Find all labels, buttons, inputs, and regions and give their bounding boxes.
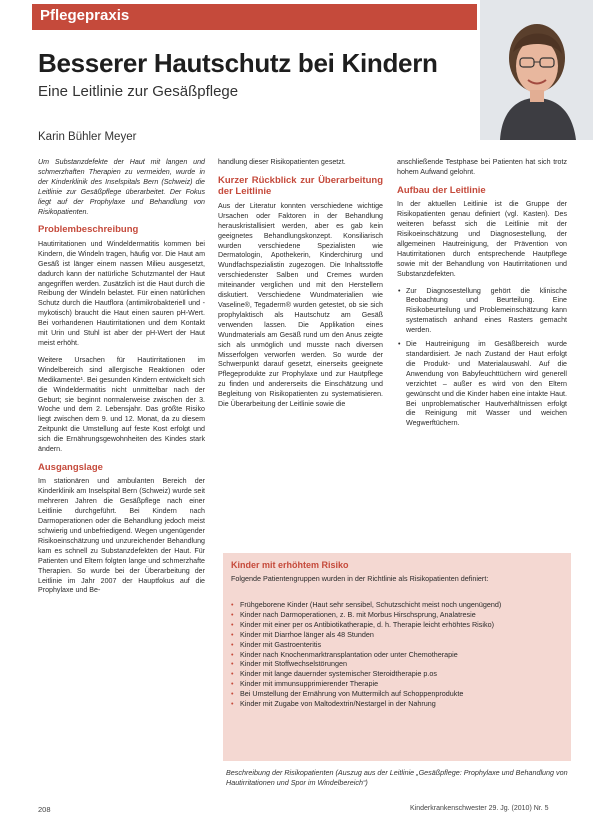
- article-author: Karin Bühler Meyer: [38, 131, 137, 143]
- box-caption: Beschreibung der Risikopatienten (Auszug aus der Leitlinie „Gesäßpflege: Prophylaxe und Behandlung von Hautirritationen und Spor im Windelbereich“): [226, 768, 568, 787]
- column-1: [38, 158, 205, 603]
- list-item: • Kinder mit Stoffwechselstörungen: [231, 659, 565, 669]
- rubric-label: Pflegepraxis: [40, 7, 130, 24]
- paragraph: Hautirritationen und Windeldermatitis kommen bei Kindern, die Windeln tragen, häufig vor. Die Haut am Gesäß ist länger einem nassen Milieu ausgesetzt, dadurch kann der natürliche Schutzmantel der Haut angegriffen werden. Zusätzlich ist die Haut durch die Reibung der Windeln belastet. Für einen natürlichen Schutz durch die Hautflora (antimikrobakteriell und -mykotisch) braucht die Haut einen sauren pH-Wert. Bei vorhandenen Hautirritationen und dem Kontakt mit Urin und Stuhl ist aber der pH-Wert der Haut meist erhöht.: [38, 239, 205, 347]
- column-2: [218, 158, 383, 417]
- list-item: • Frühgeborene Kinder (Haut sehr sensibel, Schutzschicht meist noch ungenügend): [231, 600, 565, 610]
- section-rubric: [32, 4, 477, 30]
- list-item: • Kinder mit Zugabe von Maltodextrin/Nestargel in der Nahrung: [231, 699, 565, 709]
- intro-paragraph: Um Substanzdefekte der Haut mit langen und schmerzhaften Therapien zu vermeiden, wurde in der Kinderklinik des Inselspitals Bern (Schweiz) die Leitlinie zur Gesäßpflege überarbeitet. Der Fokus liegt auf der Prophylaxe und Behandlung von Risikopatienten.: [38, 158, 205, 216]
- heading-aufbau: Aufbau der Leitlinie: [397, 184, 486, 196]
- column-3: [397, 158, 567, 433]
- list-item: • Die Hautreinigung im Gesäßbereich wurde standardisiert. Je nach Zustand der Haut erfolgt die Produkt- und Materialauswahl. Auf die Anwendung von Babyfeuchttüchern wird generell verzichtet – außer es wird von den Eltern gewünscht und die Kinder haben eine intakte Haut. Bei unproblematischer Hautverhältnissen erfolgt die Reinigung mit Wasser und weichen Wegwerftüchern.: [406, 340, 567, 429]
- paragraph: In der aktuellen Leitlinie ist die Gruppe der Risikopatienten genau definiert (vgl. Kasten). Des weiteren befasst sich die Leitlinie mit der Risikoeinschätzung und Diagnosestellung, der allgemeinen Hautreinigung, der Prävention von Hautirritationen durch entsprechende Hautpflege sowie mit der Behandlung von Hautirritationen und Substanzdefekten.: [397, 200, 567, 278]
- paragraph: Im stationären und ambulanten Bereich der Kinderklinik am Inselspital Bern (Schweiz) wurde seit mehreren Jahren die Gesäßpflege nach einer Leitlinie durchgeführt. Bei Kindern nach Darmoperationen oder die Behandlung jedoch meist schwierig und unbefriedigend. Wegen ungenügender Risikoeinschätzung und unzureichender Behandlung kam es schnell zu Substanzdefekten der Haut. Für Patienten und Eltern folgten lange und schmerzhafte Therapien. So wurde bei der Überarbeitung der Leitlinie im Jahr 2007 der Hauptfokus auf die Prophylaxe und Be-: [38, 477, 205, 595]
- portrait-image: [480, 0, 593, 140]
- list-item: • Kinder mit Gastroenteritis: [231, 640, 565, 650]
- list-item: • Zur Diagnosestellung gehört die klinische Beobachtung und Beurteilung. Eine Risikobeurteilung und Problemeinschätzung kann systematisch anhand eines Rasters gemacht werden.: [406, 287, 567, 337]
- paragraph: Aus der Literatur konnten verschiedene wichtige Ursachen oder Faktoren in der Behandlung herauskristallisiert werden, aber es gab kein geeignetes Behandlungskonzept. Konsiliarisch wurden verschiedene Spezialisten wie Dermatologin, Apothekerin, Kinderchirurg und Wundfachspezialistin zugezogen. Die Inhaltsstoffe verschiedenster Salben und Cremes wurden miteinander verglichen und mit den Herstellern diskutiert. Verschiedene Wundmaterialien wie Vaseline®, Tegaderm® wurden getestet, ob sie sich prophylaktisch als Hautschutz am Gesäß verwenden lassen. Die Applikation eines Wundmaterials am Gesäß rund um den Anus zeigte sich als unmöglich und musste nach diversen Misserfolgen verworfen werden. So wurde der Schwerpunkt darauf gesetzt, einerseits geeignete Pflegeprodukte zur Prophylaxe und zur Hautpflege zu finden und andererseits die Einschätzung und Begleitung von Risikopatienten zu systematisieren. Die Überarbeitung der Leitlinie sowie die: [218, 201, 383, 409]
- list-item: • Kinder mit Diarrhoe länger als 48 Stunden: [231, 630, 565, 640]
- article-subtitle: Eine Leitlinie zur Gesäßpflege: [38, 83, 239, 100]
- risk-box: [223, 553, 571, 761]
- paragraph: handlung dieser Risikopatienten gesetzt.: [218, 158, 346, 166]
- paragraph: Weitere Ursachen für Hautirritationen im Windelbereich sind allergische Reaktionen oder Medikamente¹. Bei gesunden Kindern entwickelt sich die Windeldermatitis nicht unmittelbar nach der Geburt; sie beginnt normalerweise zwischen der 3. Woche und dem 2. Lebensjahr. Das größte Risiko liegt zwischen dem 9. und 12. Monat, da zu diesem Zeitpunkt die Umstellung auf feste Kost erfolgt und sich die Ernährungsgewohnheiten des Kindes stark ändern.: [38, 355, 205, 454]
- heading-ausgangslage: Ausgangslage: [38, 461, 103, 473]
- list-item: • Bei Umstellung der Ernährung von Muttermilch auf Schoppenprodukte: [231, 689, 565, 699]
- box-heading: Kinder mit erhöhtem Risiko: [231, 560, 349, 570]
- list-item: • Kinder nach Darmoperationen, z. B. mit Morbus Hirschsprung, Analatresie: [231, 610, 565, 620]
- page-number: 208: [38, 805, 51, 814]
- list-item: • Kinder mit einer per os Antibiotikatherapie, d. h. Therapie leicht erhöhtes Risiko): [231, 620, 565, 630]
- heading-problembeschreibung: Problembeschreibung: [38, 224, 139, 236]
- journal-reference: Kinderkrankenschwester 29. Jg. (2010) Nr. 5: [410, 805, 549, 812]
- article-title: Besserer Hautschutz bei Kindern: [38, 48, 438, 78]
- risk-list: [231, 600, 565, 709]
- bullet-list: [397, 287, 567, 430]
- paragraph: anschließende Testphase bei Patienten hat sich trotz hohem Aufwand gelohnt.: [397, 158, 567, 176]
- box-intro: Folgende Patientengruppen wurden in der Richtlinie als Risikopatienten definiert:: [231, 574, 489, 583]
- list-item: • Kinder nach Knochenmarktransplantation oder unter Chemotherapie: [231, 650, 565, 660]
- list-item: • Kinder mit lange dauernder systemischer Steroidtherapie p.os: [231, 669, 565, 679]
- author-photo: [480, 0, 593, 140]
- heading-rueckblick: Kurzer Rückblick zur Überarbeitung der Leitlinie: [218, 174, 383, 198]
- list-item: • Kinder mit immunsupprimierender Therapie: [231, 679, 565, 689]
